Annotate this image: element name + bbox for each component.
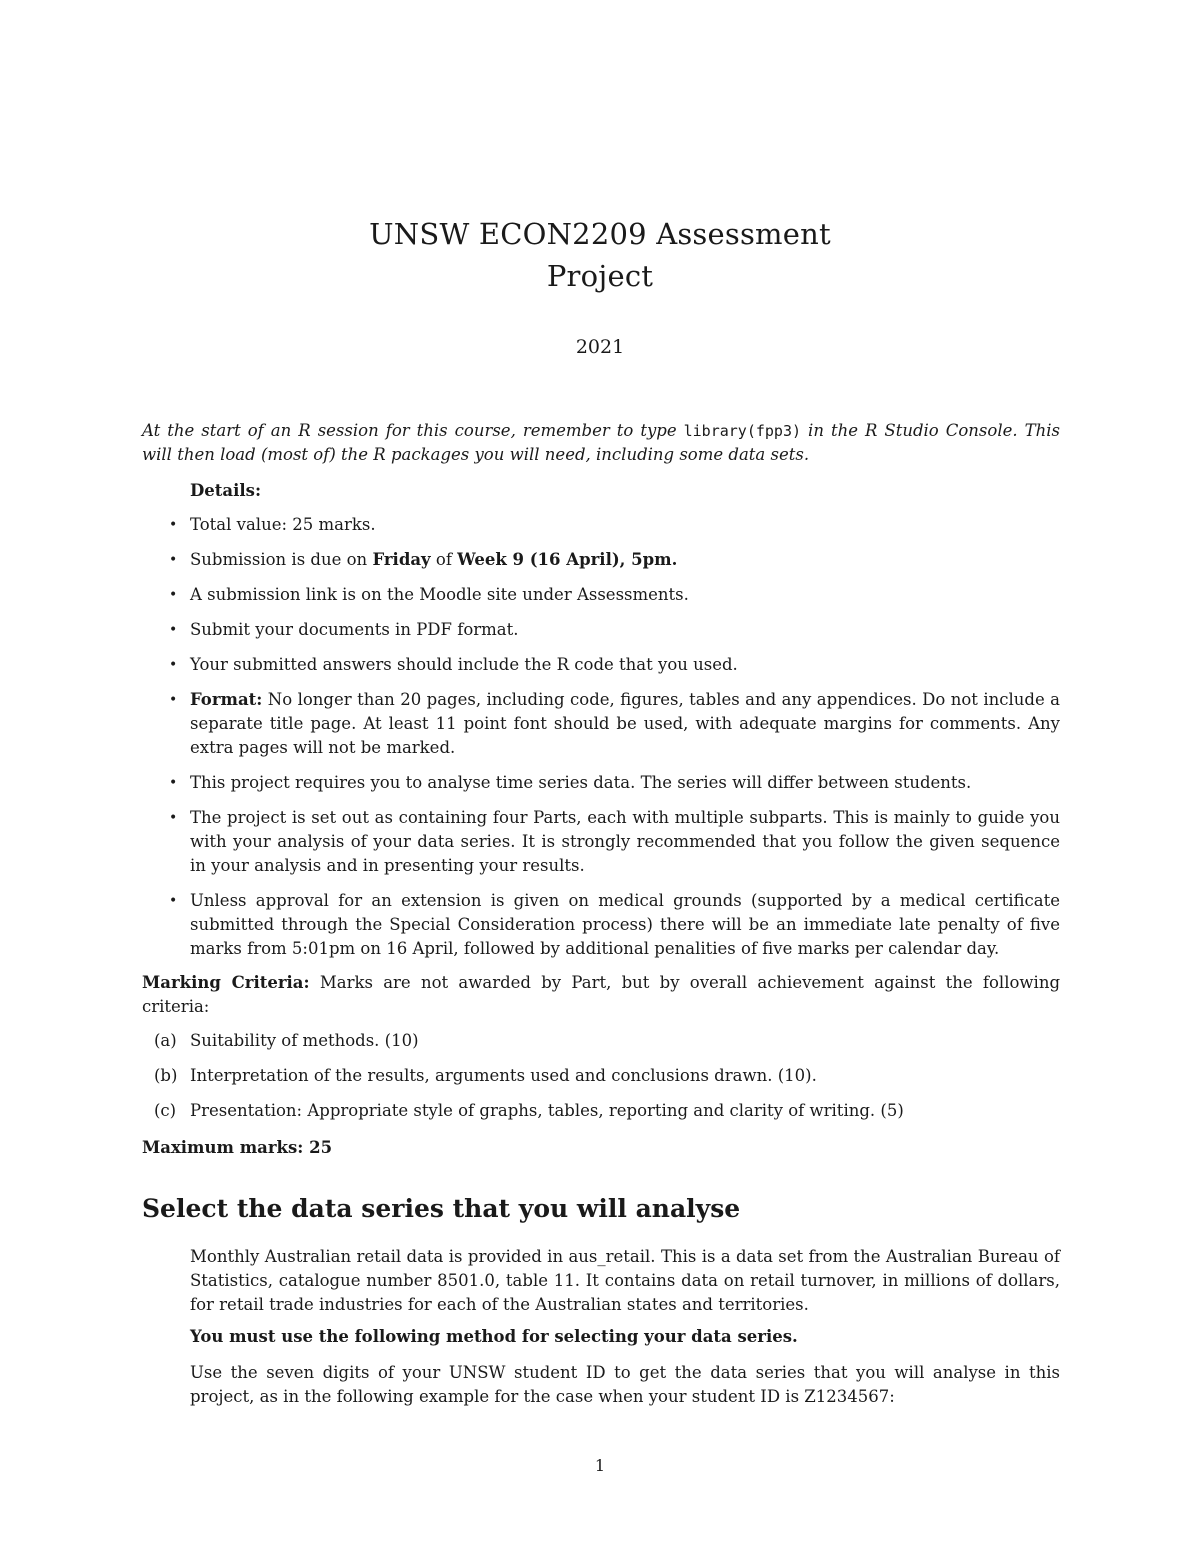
maximum-marks: Maximum marks: 25 [142,1138,333,1157]
details-item [142,618,1060,642]
criteria-text: Interpretation of the results, arguments used and conclusions drawn. (10). [190,1066,817,1085]
document-title [0,213,1200,297]
details-item-text: Total value: 25 marks. [190,515,376,534]
details-item-text: Format: [190,690,263,709]
details-item-text: Unless approval for an extension is given on medical grounds (supported by a medical certificate submitted through the Special Consideration process) there will be an immediate late penalty of five marks from 5:01pm on 16 April, followed by additional penalities of five marks per calendar day. [190,891,1060,958]
details-item [142,583,1060,607]
criteria-list [142,1029,1060,1134]
details-item [142,513,1060,537]
intro-text-before: At the start of an R session for this course, remember to type [142,421,684,440]
bullet-icon: • [169,692,178,708]
intro-paragraph [142,419,1060,467]
criteria-item [142,1099,1060,1123]
bullet-icon: • [169,775,178,791]
bullet-icon: • [169,552,178,568]
details-item [142,688,1060,760]
details-item-text: Submit your documents in PDF format. [190,620,519,639]
marking-criteria-text: Marks are not awarded by Part, but by overall achievement against the following criteria: [142,973,1061,1016]
bullet-icon: • [169,622,178,638]
section-paragraph-2: You must use the following method for selecting your data series. [190,1327,798,1346]
intro-text-after: in the R Studio Console. This will then load (most of) the R packages you will need, including some data sets. [142,421,1061,464]
criteria-text: Suitability of methods. (10) [190,1031,419,1050]
section-paragraph-3: Use the seven digits of your UNSW student ID to get the data series that you will analyse in this project, as in the following example for the case when your student ID is Z1234567: [190,1363,1060,1406]
bullet-icon: • [169,657,178,673]
criteria-enum: (a) [154,1031,177,1050]
page-number: 1 [594,1456,606,1475]
details-item-text: Your submitted answers should include the R code that you used. [190,655,738,674]
details-item-text: This project requires you to analyse time series data. The series will differ between students. [190,773,972,792]
section-heading: Select the data series that you will analyse [142,1194,741,1223]
details-item-text: Friday [372,550,431,569]
criteria-enum: (b) [154,1066,178,1085]
criteria-item [142,1029,1060,1053]
bullet-icon: • [169,517,178,533]
details-item-text: Week 9 (16 April), 5pm. [457,550,678,569]
marking-criteria-paragraph [142,971,1060,1019]
details-item-text: of [430,550,458,569]
bullet-icon: • [169,893,178,909]
details-item [142,653,1060,677]
title-line-2: Project [546,259,654,293]
details-item [142,548,1060,572]
details-item [142,771,1060,795]
marking-criteria-label: Marking Criteria: [142,973,310,992]
bullet-icon: • [169,810,178,826]
details-item [142,806,1060,878]
details-item-text: Submission is due on [190,550,373,569]
details-item-text: A submission link is on the Moodle site under Assessments. [190,585,689,604]
details-item [142,889,1060,961]
criteria-text: Presentation: Appropriate style of graphs, tables, reporting and clarity of writing. (5) [190,1101,904,1120]
intro-code: library(fpp3) [683,422,802,440]
details-list [142,513,1060,972]
section-paragraph-1: Monthly Australian retail data is provided in aus_retail. This is a data set from the Australian Bureau of Statistics, catalogue number 8501.0, table 11. It contains data on retail turnover, in millions of dollars, for retail trade industries for each of the Australian states and territories. [190,1247,1060,1314]
document-year: 2021 [575,336,625,358]
bullet-icon: • [169,587,178,603]
criteria-item [142,1064,1060,1088]
details-label: Details: [190,481,262,500]
details-item-text: The project is set out as containing four Parts, each with multiple subparts. This is mainly to guide you with your analysis of your data series. It is strongly recommended that you follow the given sequence in your analysis and in presenting your results. [190,808,1060,875]
criteria-enum: (c) [154,1101,177,1120]
details-item-text: No longer than 20 pages, including code, figures, tables and any appendices. Do not include a separate title page. At least 11 point font should be used, with adequate margins for comments. Any extra pages will not be marked. [190,690,1060,757]
title-line-1: UNSW ECON2209 Assessment [369,217,831,251]
